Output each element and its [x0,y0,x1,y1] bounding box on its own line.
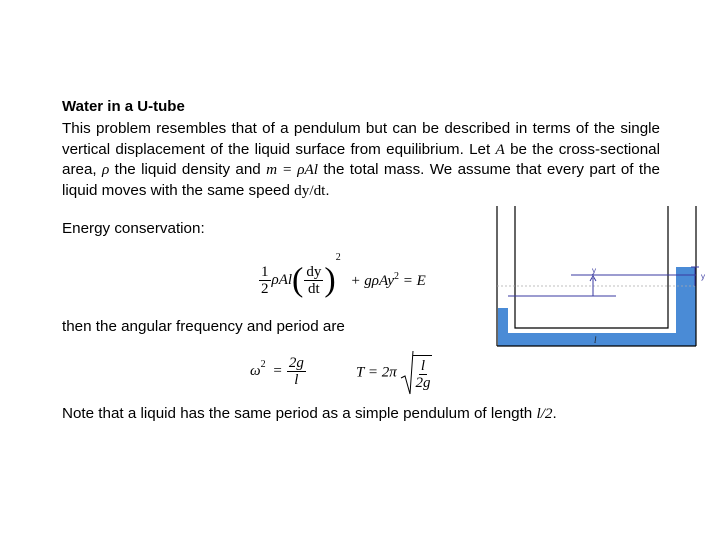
period-den: 2g [415,375,431,391]
half-den: 2 [261,281,269,298]
period-equation [356,350,433,396]
omega-num: 2g [288,355,304,371]
omega-equals: = [273,363,282,379]
dt: dt [308,281,320,298]
omega-square: 2 [260,358,266,370]
intro-text-5: . [325,182,330,200]
dy: dy [306,264,322,281]
u-tube-diagram [496,206,718,348]
omega-fraction [287,355,306,388]
symbol-rho: ρ [101,161,110,179]
label-length: l [594,335,597,345]
mass-expression: m = ρAl [266,161,318,179]
energy-equation [258,252,426,298]
energy-equals: = E [402,273,426,290]
period-num: l [420,358,426,374]
period-lhs: T = 2π [356,364,397,381]
water-fill [498,267,696,346]
energy-label: Energy conservation: [62,220,205,237]
intro-text-1: This problem resembles that of a pendulum but can be described in terms of the single vertical displacement of the liquid surface from equilibrium. Let [62,120,660,158]
intro-text-3: the liquid density and [109,161,267,179]
label-y-center: y [592,266,596,275]
derivative-fraction [304,264,323,297]
symbol-area: A [495,140,505,158]
rho-a-l: ρAl [271,272,293,289]
note-paragraph [62,405,557,423]
label-y-right: y [701,272,705,281]
half-num: 1 [261,264,269,281]
potential-square: 2 [394,271,400,283]
derivative-square: 2 [335,252,341,263]
omega-den: l [294,372,299,388]
frequency-label: then the angular frequency and period are [62,318,345,335]
note-end: . [552,405,557,422]
note-expression: l/2 [536,405,553,422]
intro-paragraph [62,119,660,202]
potential-term [350,273,425,289]
intro-text-4: the total mass. We assume that every part of the liquid moves with the same speed [62,161,660,200]
period-fraction [413,355,432,391]
page-title: Water in a U-tube [62,98,185,115]
omega: ω [250,363,261,379]
potential-text: + gρAy [350,273,395,290]
speed-expression: dy/dt [294,182,326,200]
half-fraction [259,264,271,297]
left-paren: ( [292,261,304,299]
intro-text-2: be the cross-sectional area, [62,140,660,179]
right-paren: ) [324,261,336,299]
sqrt-icon [400,350,414,396]
note-text: Note that a liquid has the same period as a simple pendulum of length [62,405,537,422]
omega-equation [250,355,307,388]
